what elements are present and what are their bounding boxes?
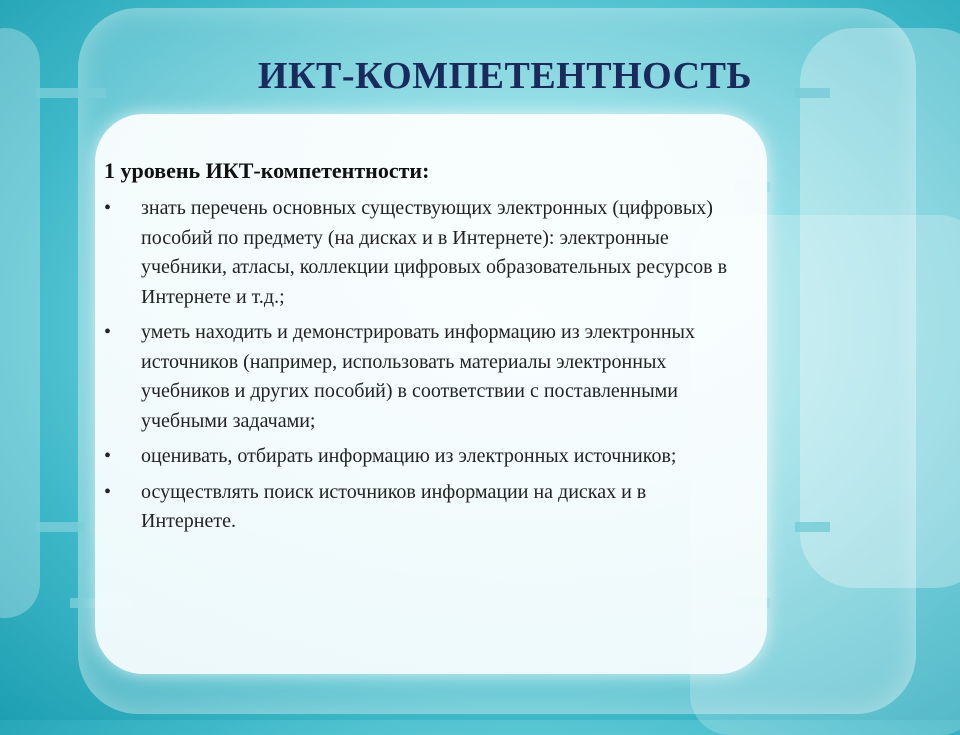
list-item-text: знать перечень основных существующих электронных (цифровых) пособий по предмету (на дисках и в Интернете): электронные учебники, атласы, коллекции цифровых образовательных ресурсов в Интернете и т.д.; [141,197,728,308]
decorative-left-pillar [0,28,40,618]
decorative-bar [795,522,830,532]
list-item [104,478,744,537]
bullet-list [104,194,744,543]
list-item-text: уметь находить и демонстрировать информацию из электронных источников (например, использовать материалы электронных учебников и других пособий) в соответствии с поставленными учебными задачами; [141,321,695,432]
list-item [104,318,744,436]
list-item-text: осуществлять поиск источников информации на дисках и в Интернете. [141,480,647,532]
list-item [104,442,744,472]
bullet-icon: • [104,445,112,467]
list-item [104,194,744,312]
list-item-text: оценивать, отбирать информацию из электронных источников; [141,445,677,467]
bullet-icon: • [104,321,112,343]
decorative-right-pillar [800,28,960,588]
slide-title: ИКТ-КОМПЕТЕНТНОСТЬ [257,55,753,97]
level-heading: 1 уровень ИКТ-компетентности: [104,158,430,183]
bullet-icon: • [104,480,112,503]
bullet-icon: • [104,197,112,219]
